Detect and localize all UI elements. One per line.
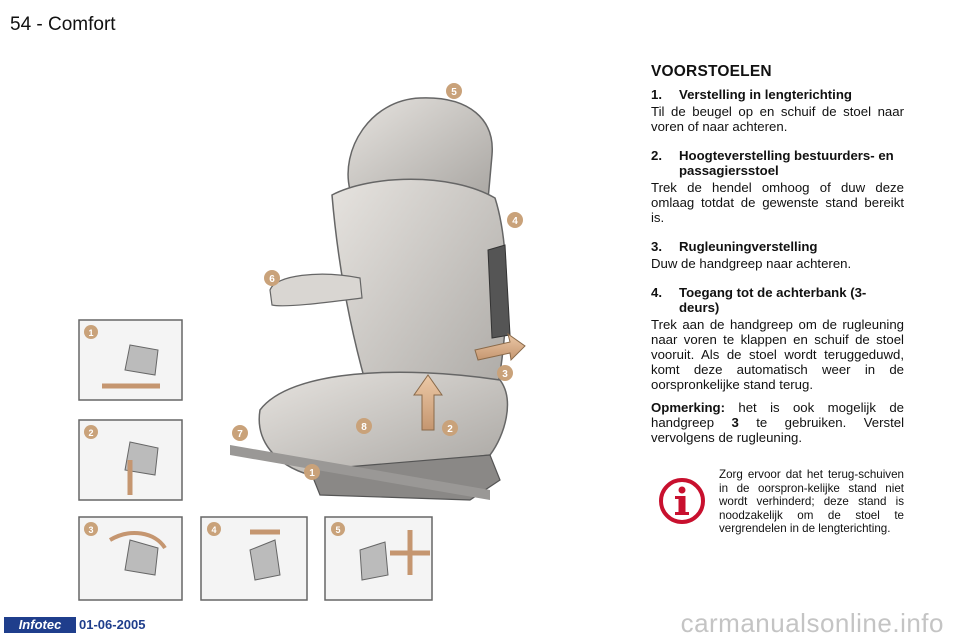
section-body: Trek de hendel omhoog of duw deze omlaag totdat de gewenste stand bereikt is. [651,180,904,225]
text-column [651,64,904,458]
thumbnail-4 [201,517,307,600]
svg-text:5: 5 [335,525,341,535]
page-header: 54 - Comfort [10,14,116,35]
footer-date: 01-06-2005 [79,617,146,632]
section-heading: 2. Hoogteverstelling bestuurders- en passagiersstoel [651,148,894,178]
svg-text:1: 1 [309,468,315,479]
section-4 [651,285,904,392]
note-paragraph: Opmerking: het is ook mogelijk de handgreep 3 te gebruiken. Verstel vervolgens de rugleuning. [651,400,905,445]
callout-4 [507,212,523,228]
svg-text:7: 7 [237,429,243,440]
info-icon [657,476,707,526]
svg-text:5: 5 [451,87,457,98]
svg-text:2: 2 [88,428,94,438]
svg-text:4: 4 [211,525,217,535]
info-text: Zorg ervoor dat het terug-schuiven in de oorspron-kelijke stand niet wordt verhinderd; deze stand is noodzakelijk om de stoel te vergrendelen in de lengterichting. [719,468,904,536]
thumbnail-1 [79,320,182,400]
thumbnail-5 [325,517,432,600]
callout-2 [442,420,458,436]
seat-illustration [70,70,630,615]
section-body: Til de beugel op en schuif de stoel naar voren of naar achteren. [651,104,904,134]
seat-drawing [230,98,510,500]
section-heading: 4. Toegang tot de achterbank (3-deurs) [651,285,867,315]
callout-8 [356,418,372,434]
section-2 [651,148,904,225]
svg-text:2: 2 [447,424,453,435]
svg-text:3: 3 [88,525,94,535]
callout-5 [446,83,462,99]
watermark: carmanualsonline.info [680,608,944,638]
section-title: VOORSTOELEN [651,63,772,80]
section-3 [651,239,904,271]
thumbnail-2 [79,420,182,500]
section-body: Duw de handgreep naar achteren. [651,256,852,271]
section-body: Trek aan de handgreep om de rugleuning naar voren te klappen en schuif de stoel vooruit. Als de stoel wordt teruggeduwd, komt deze automatisch weer in de oorspronkelijke stand terug. [651,317,904,392]
svg-text:6: 6 [269,274,275,285]
callout-7 [232,425,248,441]
info-box [651,468,904,536]
svg-text:8: 8 [361,422,367,433]
infotec-logo: Infotec [4,617,76,633]
section-1 [651,87,904,134]
callout-3 [497,365,513,381]
callout-1 [304,464,320,480]
svg-text:4: 4 [512,216,518,227]
svg-text:1: 1 [88,328,94,338]
section-heading: 1. Verstelling in lengterichting [651,87,852,102]
svg-text:3: 3 [502,369,508,380]
thumbnail-3 [79,517,182,600]
section-heading: 3. Rugleuningverstelling [651,239,818,254]
callout-6 [264,270,280,286]
